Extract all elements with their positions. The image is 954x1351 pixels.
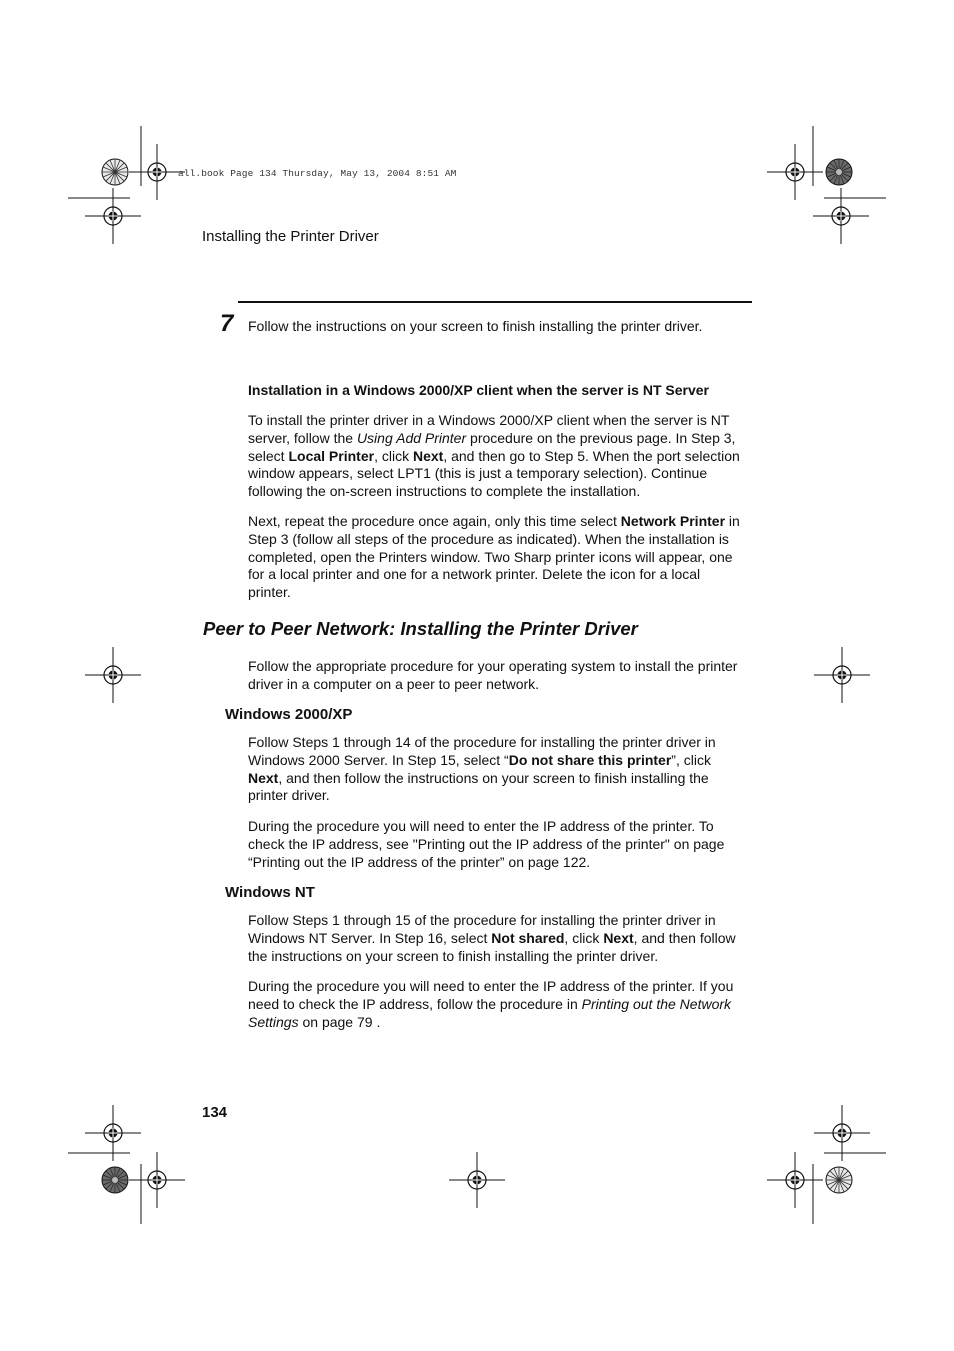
step-rule [238,301,752,303]
peer-intro-paragraph: Follow the appropriate procedure for your operating system to install the printer driver in a computer on a peer to peer network. [248,658,738,692]
windows-nt-paragraph-1: Follow Steps 1 through 15 of the procedure for installing the printer driver in Windows NT Server. In Step 16, select Not shared, click Next, and then follow the instructions on your screen to finish installing the printer driver. [248,912,736,964]
windows-2000-heading: Windows 2000/XP [225,706,353,723]
step-text: Follow the instructions on your screen to finish installing the printer driver. [248,318,703,334]
nt-server-paragraph-1: To install the printer driver in a Windows 2000/XP client when the server is NT server, follow the Using Add Printer procedure on the previous page. In Step 3, select Local Printer, click Next, and then go to Step 5. When the port selection window appears, select LPT1 (this is just a temporary selection). Continue following the on-screen instructions to complete the installation. [248,412,740,500]
page-number: 134 [202,1104,228,1121]
nt-server-heading: Installation in a Windows 2000/XP client when the server is NT Server [248,382,709,398]
running-head: Installing the Printer Driver [202,228,379,245]
windows-nt-heading: Windows NT [225,884,315,901]
step-number: 7 [220,310,234,337]
nt-server-paragraph-2: Next, repeat the procedure once again, only this time select Network Printer in Step 3 (follow all steps of the procedure as indicated). When the installation is completed, open the Printers window. Two Sharp printer icons will appear, one for a local printer and one for a network printer. Delete the icon for a local printer. [248,513,740,601]
windows-2000-paragraph-2: During the procedure you will need to enter the IP address of the printer. To check the IP address, see "Printing out the IP address of the printer" on page “Printing out the IP address of the printer” on page 122. [248,818,725,870]
section-title: Peer to Peer Network: Installing the Printer Driver [203,618,638,639]
windows-2000-paragraph-1: Follow Steps 1 through 14 of the procedure for installing the printer driver in Windows 2000 Server. In Step 15, select “Do not share this printer”, click Next, and then follow the instructions on your screen to finish installing the printer driver. [248,734,716,804]
windows-nt-paragraph-2: During the procedure you will need to enter the IP address of the printer. If you need to check the IP address, follow the procedure in Printing out the Network Settings on page 79 . [248,978,734,1030]
print-slug: all.book Page 134 Thursday, May 13, 2004 8:51 AM [178,168,457,179]
